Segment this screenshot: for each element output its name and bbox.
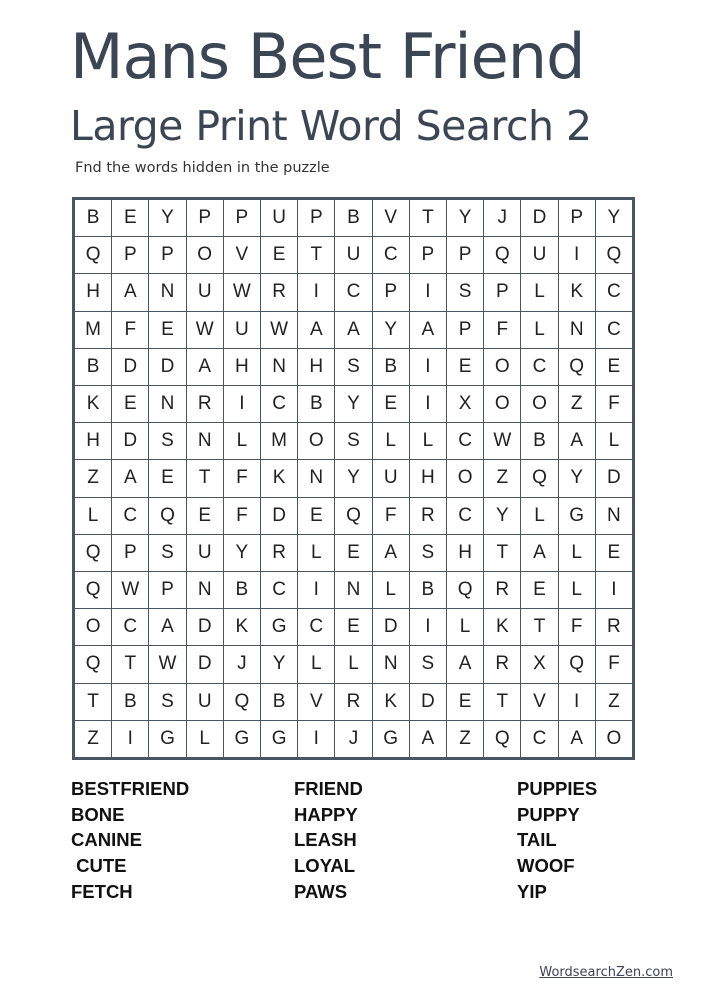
grid-cell[interactable]: L [521,312,557,348]
grid-cell[interactable]: H [75,423,111,459]
grid-cell[interactable]: E [447,684,483,720]
grid-cell[interactable]: L [298,535,334,571]
grid-cell[interactable]: A [559,721,595,757]
grid-cell[interactable]: O [447,460,483,496]
grid-cell[interactable]: B [410,572,446,608]
word-list-item: WOOF [517,855,575,877]
grid-cell[interactable]: H [410,460,446,496]
grid-cell[interactable]: D [596,460,632,496]
puzzle-grid-frame [72,197,635,760]
grid-cell[interactable]: Y [261,646,297,682]
grid-cell[interactable]: L [559,535,595,571]
grid-cell[interactable]: K [224,609,260,645]
grid-cell[interactable]: G [261,721,297,757]
grid-cell[interactable]: K [75,386,111,422]
grid-cell[interactable]: I [559,684,595,720]
word-list-item: BONE [71,803,125,825]
grid-cell[interactable]: P [298,200,334,236]
grid-cell[interactable]: A [335,312,371,348]
grid-cell[interactable]: N [149,386,185,422]
grid-cell[interactable]: Y [335,460,371,496]
grid-cell[interactable]: U [261,200,297,236]
grid-cell[interactable]: D [410,684,446,720]
grid-cell[interactable]: N [596,498,632,534]
grid-cell[interactable]: J [224,646,260,682]
grid-cell[interactable]: Y [373,312,409,348]
grid-cell[interactable]: T [298,237,334,273]
grid-cell[interactable]: I [410,349,446,385]
grid-cell[interactable]: J [484,200,520,236]
grid-cell[interactable]: V [373,200,409,236]
grid-cell[interactable]: C [596,312,632,348]
word-list-item: YIP [517,880,547,902]
grid-cell[interactable]: Q [224,684,260,720]
grid-cell[interactable]: A [187,349,223,385]
grid-cell[interactable]: A [447,646,483,682]
grid-cell[interactable]: L [596,423,632,459]
grid-cell[interactable]: G [373,721,409,757]
grid-cell[interactable]: Q [559,349,595,385]
grid-cell[interactable]: O [484,349,520,385]
grid-cell[interactable]: G [224,721,260,757]
grid-cell[interactable]: P [149,572,185,608]
grid-cell[interactable]: D [261,498,297,534]
grid-cell[interactable]: U [187,535,223,571]
grid-cell[interactable]: Z [447,721,483,757]
grid-cell[interactable]: K [559,274,595,310]
grid-cell[interactable]: Z [484,460,520,496]
grid-cell[interactable]: M [75,312,111,348]
grid-cell[interactable]: S [410,646,446,682]
grid-cell[interactable]: L [187,721,223,757]
grid-cell[interactable]: T [484,535,520,571]
grid-cell[interactable]: Q [75,237,111,273]
grid-cell[interactable]: B [335,200,371,236]
grid-cell[interactable]: F [373,498,409,534]
grid-cell[interactable]: O [187,237,223,273]
grid-cell[interactable]: D [521,200,557,236]
grid-cell[interactable]: S [410,535,446,571]
grid-cell[interactable]: O [75,609,111,645]
grid-cell[interactable]: Q [75,535,111,571]
word-list-item: CANINE [71,829,142,851]
grid-cell[interactable]: Z [75,460,111,496]
grid-cell[interactable]: L [75,498,111,534]
grid-cell[interactable]: Y [484,498,520,534]
page-title: Mans Best Friend [70,20,585,93]
grid-cell[interactable]: T [484,684,520,720]
grid-cell[interactable]: C [112,609,148,645]
grid-cell[interactable]: F [224,498,260,534]
grid-cell[interactable]: E [596,349,632,385]
grid-cell[interactable]: H [224,349,260,385]
word-list-item: LEASH [294,829,357,851]
grid-cell[interactable]: F [596,646,632,682]
grid-cell[interactable]: Z [75,721,111,757]
grid-cell[interactable]: F [596,386,632,422]
grid-cell[interactable]: N [261,349,297,385]
grid-cell[interactable]: E [521,572,557,608]
grid-cell[interactable]: Q [484,237,520,273]
grid-cell[interactable]: B [112,684,148,720]
grid-cell[interactable]: I [410,274,446,310]
grid-cell[interactable]: L [410,423,446,459]
grid-cell[interactable]: S [149,535,185,571]
grid-cell[interactable]: L [559,572,595,608]
grid-cell[interactable]: L [447,609,483,645]
grid-cell[interactable]: S [149,423,185,459]
grid-cell[interactable]: P [373,274,409,310]
grid-cell[interactable]: S [335,349,371,385]
grid-cell[interactable]: W [224,274,260,310]
grid-cell[interactable]: R [261,274,297,310]
grid-cell[interactable]: A [559,423,595,459]
grid-cell[interactable]: P [559,200,595,236]
grid-cell[interactable]: U [187,684,223,720]
grid-cell[interactable]: B [373,349,409,385]
grid-cell[interactable]: L [224,423,260,459]
grid-cell[interactable]: P [410,237,446,273]
grid-cell[interactable]: D [112,349,148,385]
grid-cell[interactable]: R [261,535,297,571]
grid-cell[interactable]: W [261,312,297,348]
grid-cell[interactable]: R [187,386,223,422]
grid-cell[interactable]: T [521,609,557,645]
grid-cell[interactable]: D [112,423,148,459]
grid-cell[interactable]: C [112,498,148,534]
grid-cell[interactable]: W [112,572,148,608]
grid-cell[interactable]: P [187,200,223,236]
grid-cell[interactable]: F [484,312,520,348]
grid-cell[interactable]: U [373,460,409,496]
grid-cell[interactable]: P [484,274,520,310]
word-list-item: TAIL [517,829,557,851]
grid-cell[interactable]: I [410,609,446,645]
grid-cell[interactable]: D [187,646,223,682]
grid-cell[interactable]: Y [224,535,260,571]
word-list-item: PAWS [294,880,348,902]
grid-cell[interactable]: W [187,312,223,348]
grid-cell[interactable]: R [484,572,520,608]
grid-cell[interactable]: B [224,572,260,608]
word-list-item: PUPPIES [517,778,598,799]
grid-cell[interactable]: Q [596,237,632,273]
grid-cell[interactable]: X [447,386,483,422]
grid-cell[interactable]: S [335,423,371,459]
grid-cell[interactable]: T [187,460,223,496]
grid-cell[interactable]: F [112,312,148,348]
grid-cell[interactable]: Q [75,572,111,608]
grid-cell[interactable]: C [521,349,557,385]
grid-cell[interactable]: Z [596,684,632,720]
grid-cell[interactable]: F [224,460,260,496]
grid-cell[interactable]: P [447,312,483,348]
grid-cell[interactable]: P [112,535,148,571]
grid-cell[interactable]: E [596,535,632,571]
grid-cell[interactable]: P [112,237,148,273]
grid-cell[interactable]: C [447,498,483,534]
grid-cell[interactable]: I [559,237,595,273]
grid-cell[interactable]: L [521,498,557,534]
grid-cell[interactable]: Y [596,200,632,236]
grid-cell[interactable]: T [410,200,446,236]
grid-cell[interactable]: G [149,721,185,757]
grid-cell[interactable]: M [261,423,297,459]
grid-cell[interactable]: E [373,386,409,422]
grid-cell[interactable]: A [112,274,148,310]
grid-cell[interactable]: O [521,386,557,422]
grid-cell[interactable]: D [187,609,223,645]
grid-cell[interactable]: B [75,349,111,385]
footer-link[interactable]: WordsearchZen.com [539,965,673,980]
word-list-column-2 [294,776,363,904]
grid-cell[interactable]: Q [75,646,111,682]
grid-cell[interactable]: Q [335,498,371,534]
grid-cell[interactable]: I [298,721,334,757]
grid-cell[interactable]: C [261,386,297,422]
grid-cell[interactable]: P [149,237,185,273]
grid-cell[interactable]: U [521,237,557,273]
grid-cell[interactable]: C [447,423,483,459]
grid-cell[interactable]: H [447,535,483,571]
grid-cell[interactable]: V [298,684,334,720]
grid-cell[interactable]: N [187,572,223,608]
grid-cell[interactable]: O [298,423,334,459]
grid-cell[interactable]: Q [484,721,520,757]
grid-cell[interactable]: I [298,572,334,608]
grid-cell[interactable]: N [149,274,185,310]
grid-cell[interactable]: I [224,386,260,422]
page-subtitle: Large Print Word Search 2 [70,102,592,150]
grid-cell[interactable]: J [335,721,371,757]
grid-cell[interactable]: W [484,423,520,459]
grid-cell[interactable]: E [261,237,297,273]
grid-cell[interactable]: B [521,423,557,459]
grid-cell[interactable]: I [596,572,632,608]
grid-cell[interactable]: E [335,609,371,645]
grid-cell[interactable]: A [112,460,148,496]
grid-cell[interactable]: H [298,349,334,385]
grid-cell[interactable]: Y [559,460,595,496]
grid-cell[interactable]: Y [335,386,371,422]
word-list-item: FRIEND [294,778,363,799]
grid-cell[interactable]: U [335,237,371,273]
word-list-item: PUPPY [517,803,580,825]
grid-cell[interactable]: L [373,572,409,608]
grid-cell[interactable]: I [410,386,446,422]
grid-cell[interactable]: V [224,237,260,273]
grid-cell[interactable]: Q [521,460,557,496]
grid-cell[interactable]: R [335,684,371,720]
grid-cell[interactable]: G [559,498,595,534]
grid-cell[interactable]: E [112,200,148,236]
grid-cell[interactable]: W [149,646,185,682]
grid-cell[interactable]: L [335,646,371,682]
grid-cell[interactable]: P [447,237,483,273]
grid-cell[interactable]: N [335,572,371,608]
grid-cell[interactable]: N [298,460,334,496]
grid-cell[interactable]: A [410,312,446,348]
grid-cell[interactable]: D [373,609,409,645]
word-list-column-1 [71,776,189,904]
word-list-item: CUTE [71,855,127,877]
grid-cell[interactable]: A [521,535,557,571]
puzzle-grid [75,200,632,757]
grid-cell[interactable]: U [224,312,260,348]
grid-cell[interactable]: R [596,609,632,645]
grid-cell[interactable]: C [521,721,557,757]
grid-cell[interactable]: I [298,274,334,310]
grid-cell[interactable]: Z [559,386,595,422]
grid-cell[interactable]: O [596,721,632,757]
word-list-column-3 [517,776,597,904]
grid-cell[interactable]: Y [149,200,185,236]
grid-cell[interactable]: R [484,646,520,682]
grid-cell[interactable]: N [559,312,595,348]
grid-cell[interactable]: T [75,684,111,720]
grid-cell[interactable]: K [484,609,520,645]
grid-cell[interactable]: E [447,349,483,385]
grid-cell[interactable]: C [261,572,297,608]
grid-cell[interactable]: C [596,274,632,310]
grid-cell[interactable]: A [373,535,409,571]
grid-cell[interactable]: T [112,646,148,682]
grid-cell[interactable]: B [298,386,334,422]
grid-cell[interactable]: S [149,684,185,720]
grid-cell[interactable]: P [224,200,260,236]
grid-cell[interactable]: B [261,684,297,720]
grid-cell[interactable]: B [75,200,111,236]
word-list-item: FETCH [71,880,133,902]
grid-cell[interactable]: I [112,721,148,757]
grid-cell[interactable]: Y [447,200,483,236]
instructions-text: Fnd the words hidden in the puzzle [75,160,330,176]
grid-cell[interactable]: K [261,460,297,496]
grid-cell[interactable]: L [521,274,557,310]
grid-cell[interactable]: S [447,274,483,310]
grid-cell[interactable]: O [484,386,520,422]
grid-cell[interactable]: E [112,386,148,422]
grid-cell[interactable]: Q [447,572,483,608]
grid-cell[interactable]: L [298,646,334,682]
grid-cell[interactable]: G [261,609,297,645]
grid-cell[interactable]: C [335,274,371,310]
grid-cell[interactable]: Q [149,498,185,534]
grid-cell[interactable]: C [373,237,409,273]
grid-cell[interactable]: L [373,423,409,459]
grid-cell[interactable]: K [373,684,409,720]
grid-cell[interactable]: X [521,646,557,682]
grid-cell[interactable]: Q [559,646,595,682]
grid-cell[interactable]: E [335,535,371,571]
grid-cell[interactable]: A [410,721,446,757]
grid-cell[interactable]: V [521,684,557,720]
word-list-item: BESTFRIEND [71,778,190,799]
grid-cell[interactable]: E [187,498,223,534]
grid-cell[interactable]: C [298,609,334,645]
grid-cell[interactable]: E [298,498,334,534]
grid-cell[interactable]: D [149,349,185,385]
grid-cell[interactable]: E [149,312,185,348]
grid-cell[interactable]: N [373,646,409,682]
grid-cell[interactable]: A [298,312,334,348]
grid-cell[interactable]: U [187,274,223,310]
grid-cell[interactable]: R [410,498,446,534]
grid-cell[interactable]: A [149,609,185,645]
word-list-item: LOYAL [294,855,355,877]
grid-cell[interactable]: E [149,460,185,496]
grid-cell[interactable]: H [75,274,111,310]
grid-cell[interactable]: F [559,609,595,645]
grid-cell[interactable]: N [187,423,223,459]
word-list-item: HAPPY [294,803,358,825]
